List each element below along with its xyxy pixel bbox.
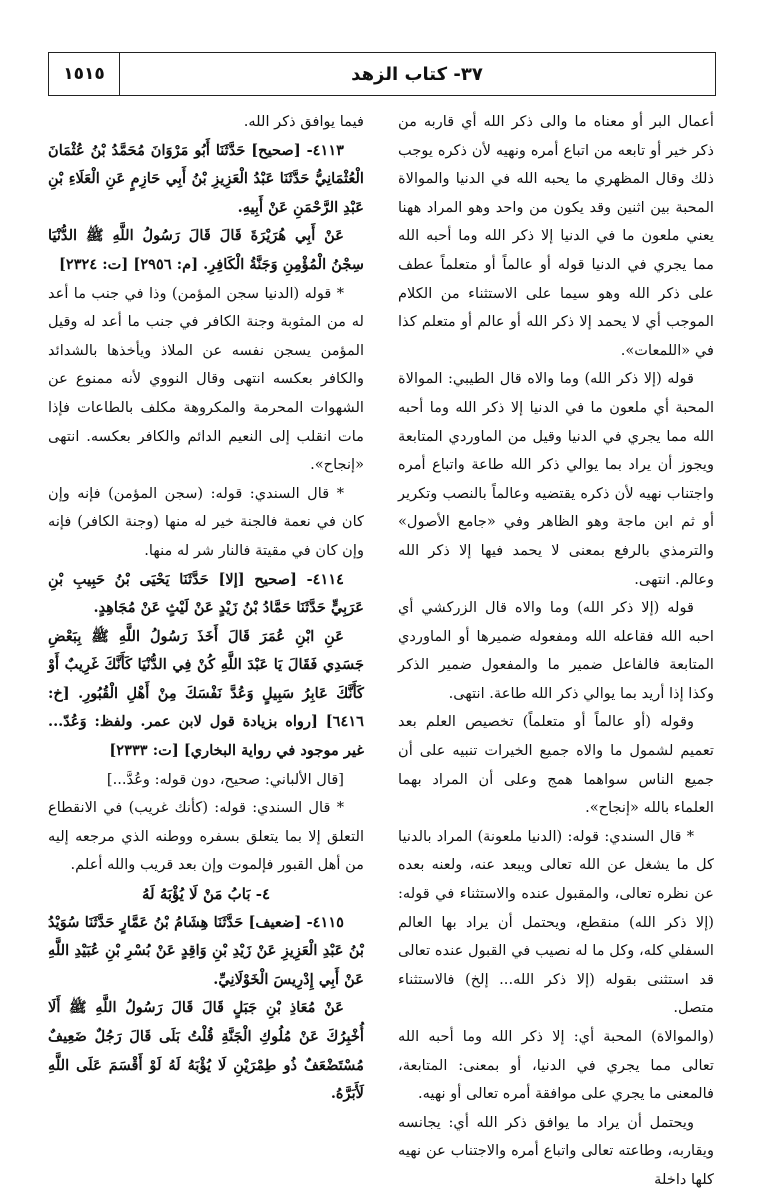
chapter-title: ٣٧- كتاب الزهد	[351, 63, 483, 85]
hadith-4113-sindi-note: * قال السندي: قوله: (سجن المؤمن) فإنه وإن كان في نعمة فالجنة خير له منها (وجنة الكافر) فإنه وإن كان في مقيتة فالنار شر له منها.	[48, 484, 364, 559]
hadith-4113-note: * قوله (الدنيا سجن المؤمن) وذا في جنب ما أعد له من المثوبة وجنة الكافر في جنب ما أعد له وقيل المؤمن يسجن نفسه عن الملاذ ويأخذها بالشدائد والكافر بعكسه انتهى وقال النووي لأنه ممنوع عن الشهوات المحرمة والمكروهة مكلف بالطاعات فإذا مات انقلب إلى النعيم الدائم والكافر بعكسه. انتهى «إنجاح».	[48, 284, 364, 474]
hadith-4114-isnad: ٤١١٤- [صحيح [إلا] حَدَّثَنَا يَحْيَى بْنُ حَبِيبِ بْنِ عَرَبِيٍّ حَدَّثَنَا حَمَّادُ بْنُ زَيْدٍ عَنْ لَيْثٍ عَنْ مُجَاهِدٍ.	[48, 570, 364, 617]
commentary-paragraph: * قال السندي: قوله: (الدنيا ملعونة) المراد بالدنيا كل ما يشغل عن الله تعالى ويبعد عنه، ولعنه بعده عن نظره تعالى، والمقبول عنده والاستثناء في قوله: (إلا ذكر الله) منقطع، ويحتمل أن يراد بها العالم السفلي كله، وكل ما له نصيب في القبول عنده تعالى قد استثنى بقوله (إلا ذكر الله... إلخ) فالاستثناء متصل.	[398, 827, 714, 1017]
hadith-4113-isnad: ٤١١٣- [صحيح] حَدَّثَنَا أَبُو مَرْوَانَ مُحَمَّدُ بْنُ عُثْمَانَ الْعُثْمَانِيُّ حَدَّثَنَا عَبْدُ الْعَزِيزِ بْنُ أَبِي حَازِمٍ عَنِ الْعَلَاءِ بْنِ عَبْدِ الرَّحْمَنِ عَنْ أَبِيهِ.	[48, 141, 364, 216]
hadith-4113-matn: عَنْ أَبِي هُرَيْرَةَ قَالَ قَالَ رَسُولُ اللَّهِ ﷺ الدُّنْيَا سِجْنُ الْمُؤْمِنِ وَجَنَّةُ الْكَافِرِ. [م: ٢٩٥٦] [ت: ٢٣٢٤]	[48, 227, 364, 273]
albani-grading: [قال الألباني: صحيح، دون قوله: وعُدَّ...]	[106, 770, 344, 788]
right-column	[398, 108, 714, 1188]
section-heading: ٤- بَابُ مَنْ لَا يُؤْبَهُ لَهُ	[141, 885, 271, 904]
page-number: ١٥١٥	[63, 64, 105, 84]
left-column	[48, 108, 364, 1103]
commentary-paragraph: فيما يوافق ذكر الله.	[243, 113, 364, 130]
hadith-4114-matn: عَنِ ابْنِ عُمَرَ قَالَ أَخَذَ رَسُولُ اللَّهِ ﷺ بِبَعْضِ جَسَدِي فَقَالَ يَا عَبْدَ اللَّهِ كُنْ فِي الدُّنْيَا كَأَنَّكَ غَرِيبٌ أَوْ كَأَنَّكَ عَابِرُ سَبِيلٍ وَعُدَّ نَفْسَكَ مِنْ أَهْلِ الْقُبُورِ. [خ: ٦٤١٦] [رواه بزيادة قول لابن عمر. ولفظ: وَعُدّ... غير موجود في رواية البخاري] [ت: ٢٣٣٣]	[48, 627, 364, 760]
hadith-4115-isnad: ٤١١٥- [ضعيف] حَدَّثَنَا هِشَامُ بْنُ عَمَّارٍ حَدَّثَنَا سُوَيْدُ بْنُ عَبْدِ الْعَزِيزِ عَنْ زَيْدِ بْنِ وَاقِدٍ عَنْ بُسْرِ بْنِ عُبَيْدِ اللَّهِ عَنْ أَبِي إِدْرِيسَ الْخَوْلَانِيِّ.	[48, 913, 364, 988]
commentary-paragraph: قوله (إلا ذكر الله) وما والاه قال الطيبي: الموالاة المحبة أي ملعون ما في الدنيا إلا ذكر الله وما أحبه الله مما يجري في الدنيا وقيل من الماوردي المتابعة ويجوز أن يراد بما يوالي ذكر الله طاعة واتباع أمره واجتناب نهيه لأن ذكره يقتضيه وعالماً بالنصب وتكرير أو ثم ابن ماجة وهو الظاهر وفي «جامع الأصول» والترمذي بالرفع بمعنى لا يحمد فيها إلا ذكر الله وعالم. انتهى.	[398, 370, 714, 588]
commentary-paragraph: ويحتمل أن يراد ما يوافق ذكر الله أي: يجانسه ويقاربه، وطاعته تعالى واتباع أمره والاجتناب عن نهيه كلها داخلة	[398, 1113, 714, 1188]
page-header	[48, 52, 716, 96]
commentary-paragraph: (والموالاة) المحبة أي: إلا ذكر الله وما أحبه الله تعالى مما يجري في الدنيا، أو بمعنى: المتابعة، فالمعنى ما يجري على موافقة أمره تعالى أو نهيه.	[398, 1028, 714, 1103]
commentary-paragraph: قوله (إلا ذكر الله) وما والاه قال الزركشي أي احبه الله فقاعله الله ومفعوله ضميرها أو الماوردي المتابعة فالفاعل ضمير ما والمفعول ضمير الذكر وكذا إذا أريد بما يوالي ذكر الله طاعة. انتهى.	[398, 599, 714, 702]
hadith-4114-sindi-note: * قال السندي: قوله: (كأنك غريب) في الانقطاع التعلق إلا بما يتعلق بسفره ووطنه الذي مرجعه إليه من أهل القبور فإلموت وإن بعد قريب والله أعلم.	[48, 799, 364, 874]
commentary-paragraph: أعمال البر أو معناه ما والى ذكر الله أي قاربه من ذكر خير أو تابعه من اتباع أمره ونهيه لأن ذكره يوجب ذلك وقال المظهري ما يحبه الله في الدنيا والموالاة المحبة بين اثنين وقد يكون من واحد وهو المراد ههنا يعني ملعون ما في الدنيا إلا ذكر الله وما أحبه الله مما يجري في الدنيا قوله أو عالماً أو متعلماً عطف على ذكر الله وهو سيما على الاستثناء من الكلام الموجب أي لا يحمد إلا ذكر الله أو عالم أو متعلم كذا في «اللمعات».	[398, 113, 714, 359]
hadith-4115-matn: عَنْ مُعَاذِ بْنِ جَبَلٍ قَالَ قَالَ رَسُولُ اللَّهِ ﷺ أَلَا أُخْبِرُكَ عَنْ مُلُوكِ الْجَنَّةِ قُلْتُ بَلَى قَالَ رَجُلٌ ضَعِيفٌ مُسْتَضْعَفٌ ذُو طِمْرَيْنِ لَا يُؤْبَهُ لَهُ لَوْ أَقْسَمَ عَلَى اللَّهِ لَأَبَرَّهُ.	[48, 999, 364, 1103]
commentary-paragraph: وقوله (أو عالماً أو متعلماً) تخصيص العلم بعد تعميم لشمول ما والاه جميع الخيرات تنبيه على أن جميع الناس سواهما همج وعلى أن المراد بهما العلماء بالله «إنجاح».	[398, 713, 714, 817]
